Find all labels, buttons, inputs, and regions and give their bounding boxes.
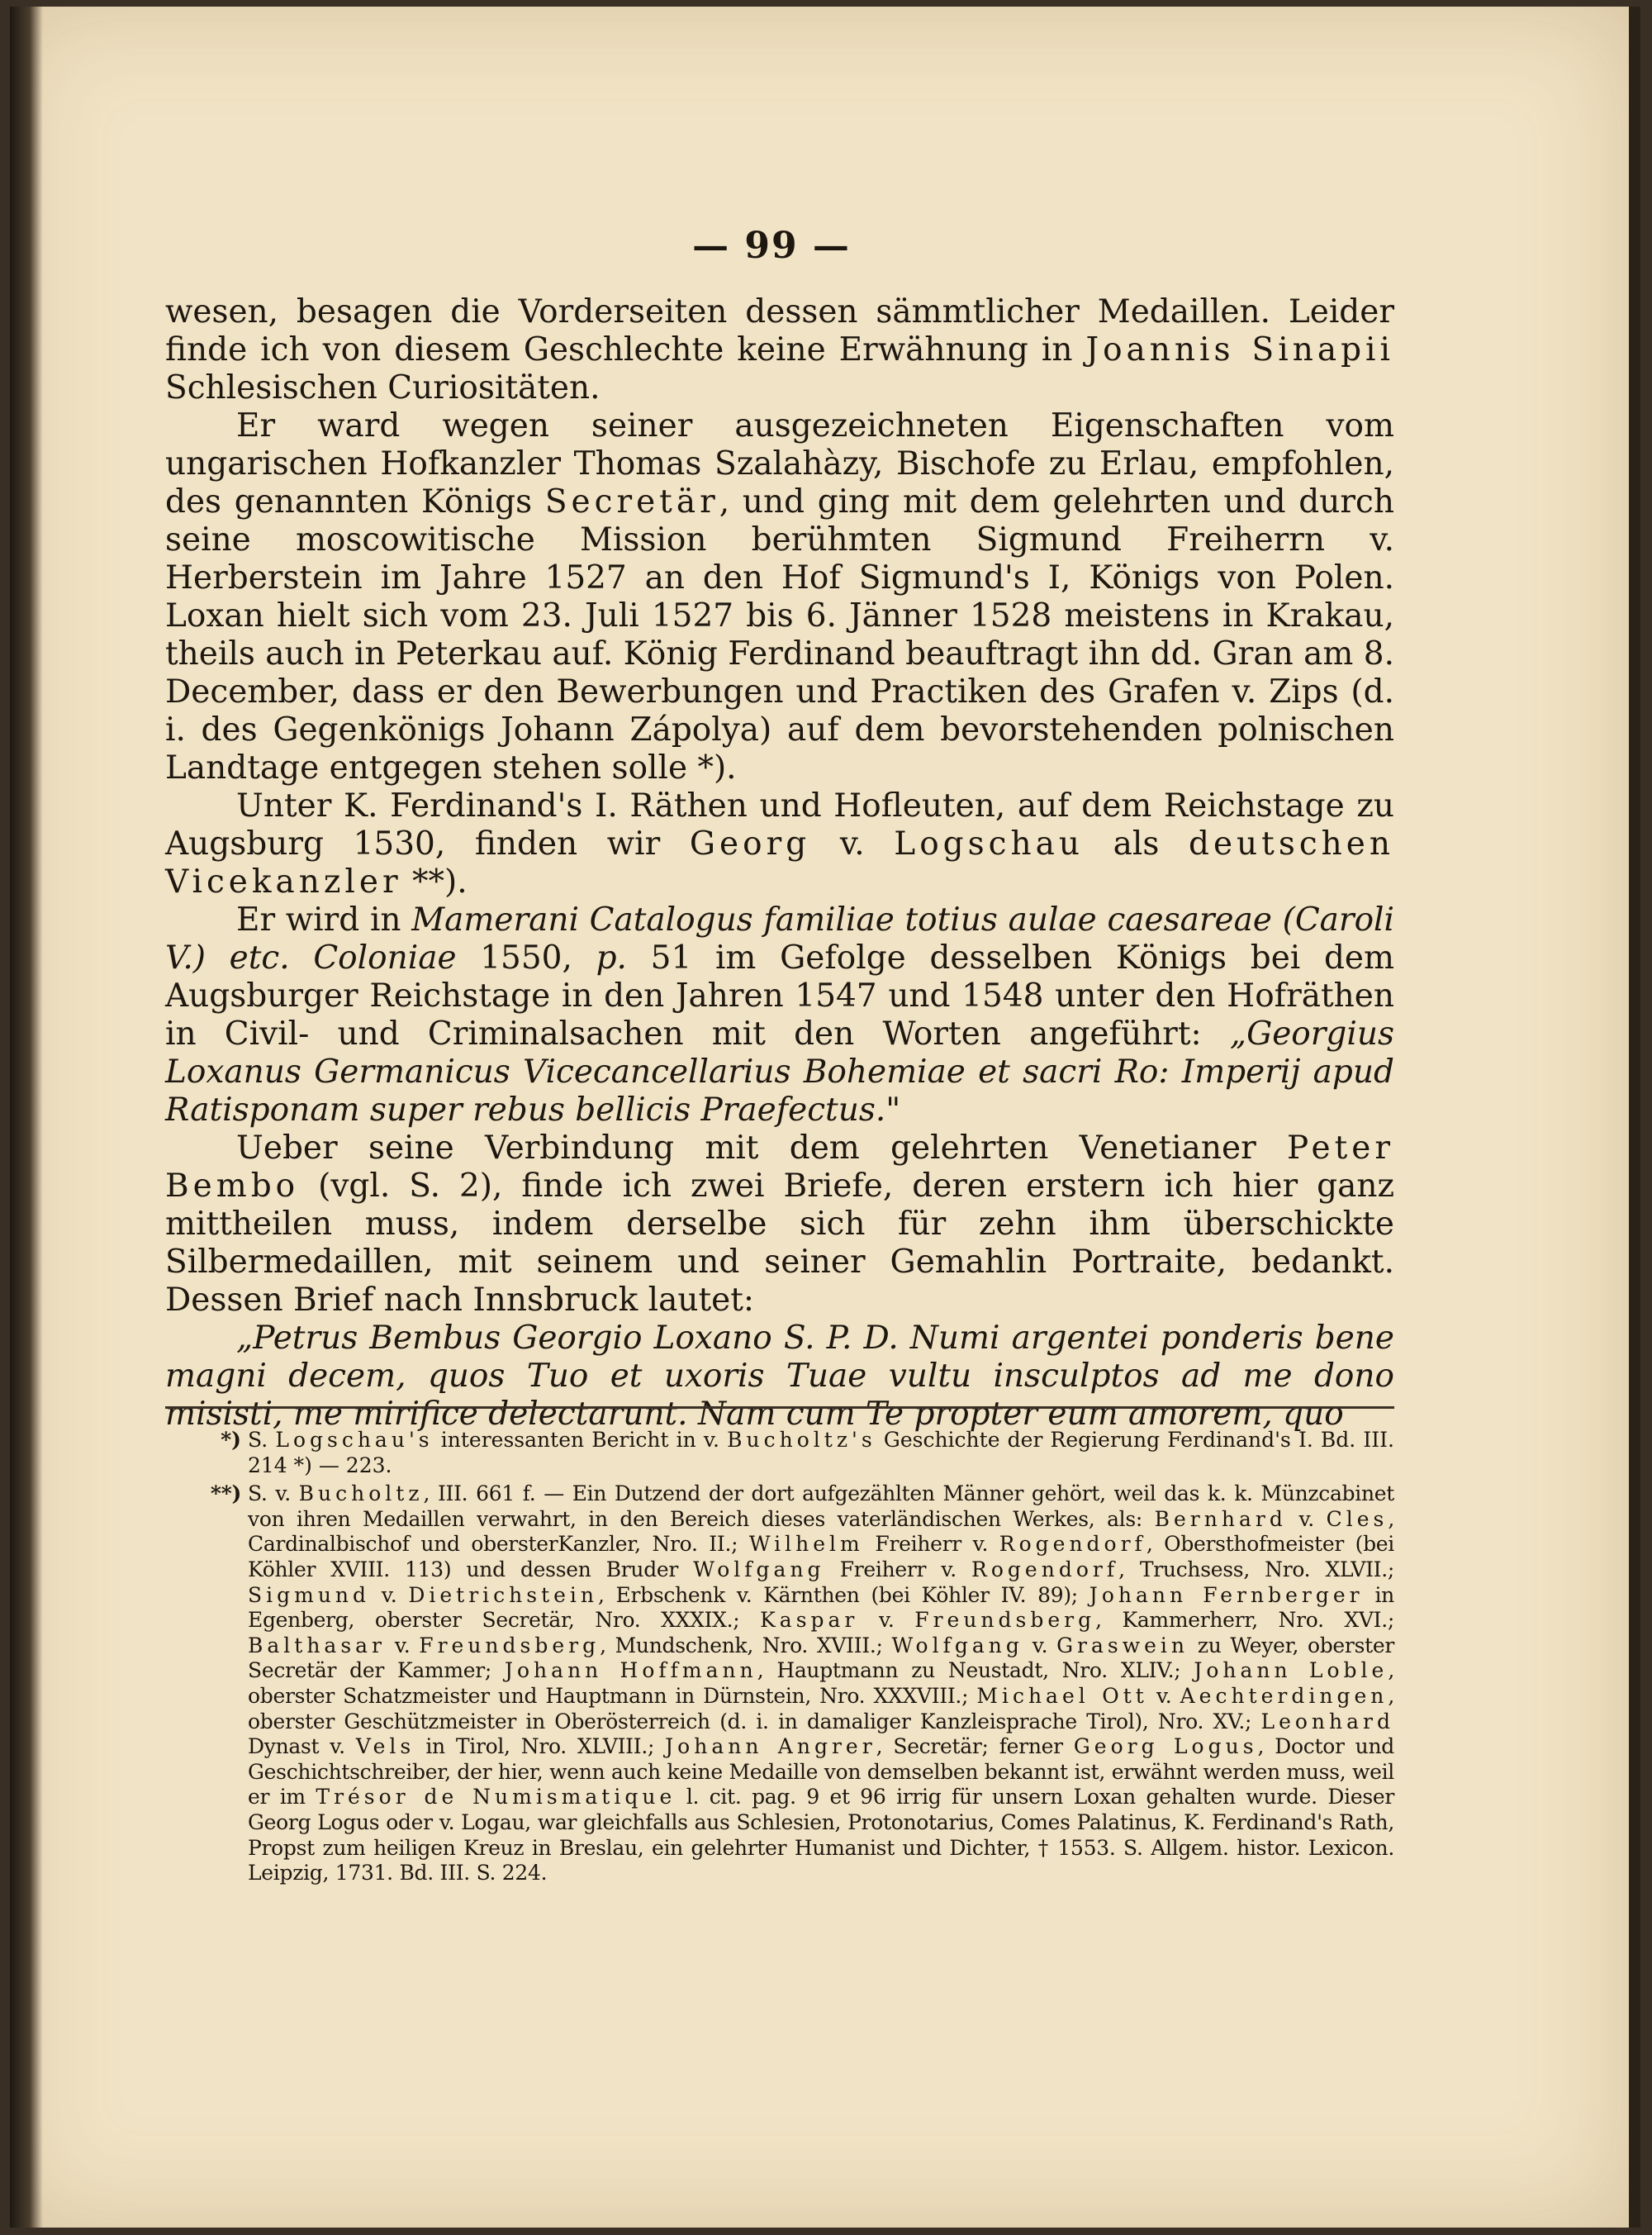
text-run: Ueber seine Verbindung mit dem gelehrten Venetianer [236,1129,1288,1167]
text-run: , Obersthofmeister (bei Köhler XVIII. 113) und dessen Bruder [248,1532,1394,1581]
paragraph [165,1129,1394,1320]
paragraph [165,293,1394,407]
spaced-run: Wolfgang [891,1633,1023,1657]
spaced-run: Leonhard [1260,1709,1394,1733]
spaced-run: Johann Hoffmann [504,1658,757,1683]
text-run: Freiherr v. [863,1532,999,1557]
text-run: Unter K. Ferdinand's I. Räthen und Hofleuten, auf dem Reichstage zu Augsburg 1530, finden wir [165,787,1394,863]
spaced-run: Georg Logus [1073,1734,1258,1759]
spaced-run: Rogendorf [971,1557,1119,1581]
spaced-run: Peter Bembo [165,1129,1394,1205]
text-run: v. [1023,1633,1057,1657]
text-run: , Secretär; ferner [876,1734,1074,1759]
text-run: Geschichte der Regierung Ferdinand's I. Bd. III. 214 *) — 223. [248,1428,1394,1477]
spaced-run: Georg [689,825,811,863]
spaced-run: Graswein [1056,1633,1189,1657]
spaced-run: Freundsberg [914,1608,1096,1633]
text-run: , und ging mit dem gelehrten und durch seine moscowitische Mission berühmten Sigmund Freiherrn v. Herberstein im Jahre 1527 an den Hof Sigmund's I, Königs von Polen. Loxan hielt sich vom 23. Juli 1527 bis 6. Jänner 1528 meistens in Krakau, theils auch in Peterkau auf. König Ferdinand beauftragt ihn dd. Gran am 8. December, dass er den Bewerbungen und Practiken des Grafen v. Zips (d. i. des Gegenkönigs Johann Zápolya) auf dem bevorstehenden polnischen Landtage entgegen stehen solle *). [165,483,1394,787]
text-run: , III. 661 f. — Ein Dutzend der dort aufgezählten Männer gehört, weil das k. k. Münzcabinet von ihren Medaillen verwahrt, in den Bereich dieses vaterländischen Werkes, als: [248,1481,1394,1531]
text-run: , oberster Geschützmeister in Oberösterreich (d. i. in damaliger Kanzleisprache Tirol), Nro. XV.; [248,1683,1394,1733]
paragraph [165,407,1394,787]
spaced-run: Bucholtz [298,1481,424,1506]
page-gutter-shadow [10,7,43,2228]
text-run: v. [1147,1683,1180,1708]
footnote-mark: **) [210,1481,241,1506]
spaced-run: Johann Angrer [665,1734,876,1759]
footnote [165,1481,1394,1886]
text-run: S. v. [248,1481,299,1506]
text-run: wesen, besagen die Vorderseiten dessen sämmtlicher Medaillen. Leider finde ich von diesem Geschlechte keine Erwähnung in [165,293,1394,369]
spaced-run: Secretär [544,483,719,521]
spaced-run: Dietrichstein [408,1582,599,1607]
spaced-run: Freundsberg [419,1633,601,1657]
text-run: interessanten Bericht in v. [433,1428,728,1452]
spaced-run: Kaspar [760,1608,859,1633]
spaced-run: Aechterdingen [1180,1683,1389,1708]
footnote-text [248,1428,1394,1478]
footnote-divider [165,1406,1394,1409]
paragraph [165,787,1394,901]
footnote [165,1428,1394,1478]
text-run: Er wird in [236,901,412,939]
text-run: , Mundschenk, Nro. XVIII.; [600,1633,892,1657]
text-run: v. [810,825,895,863]
text-run: **). [401,863,468,901]
text-run: v. [386,1633,420,1657]
text-run: 51 im Gefolge desselben Königs bei dem Augsburger Reichstage in den Jahren 1547 und 1548 unter den Hofräthen in Civil- und Criminalsachen mit den Worten angeführt: [165,939,1394,1053]
text-run: , Cardinalbischof und obersterKanzler, Nro. II.; [248,1506,1394,1557]
spaced-run: Trésor de Numismatique [316,1785,676,1809]
italic-run: Mamerani Catalogus familiae totius aulae caesareae (Caroli V.) etc. Coloniae [165,901,1394,977]
spaced-run: deutschen Vicekanzler [165,825,1394,901]
italic-run: p. [596,939,627,977]
text-run: Er ward wegen seiner ausgezeichneten Eigenschaften vom ungarischen Hofkanzler Thomas Szalahàzy, Bischofe zu Erlau, empfohlen, des genannten Königs [165,407,1394,521]
text-run: v. [1286,1506,1327,1531]
text-run: v. [858,1608,915,1633]
text-run: v. [370,1582,409,1607]
spaced-run: Vels [355,1734,415,1759]
text-run: , Truchsess, Nro. XLVII.; [1118,1557,1394,1581]
footnote-mark: *) [221,1428,241,1452]
spaced-run: Balthasar [248,1633,387,1657]
text-run: Schlesischen Curiositäten. [165,369,601,407]
text-run: (vgl. S. 2), finde ich zwei Briefe, deren erstern ich hier ganz mittheilen muss, indem derselbe sich für zehn ihm überschickte Silbermedaillen, mit seinem und seiner Gemahlin Portraite, bedankt. Dessen Brief nach Innsbruck lautet: [165,1167,1394,1319]
spaced-run: Joannis Sinapii [1085,331,1394,369]
text-run: , Kammerherr, Nro. XVI.; [1095,1608,1394,1633]
spaced-run: Johann Loble [1194,1658,1389,1683]
text-run: , oberster Schatzmeister und Hauptmann in Dürnstein, Nro. XXXVIII.; [248,1658,1394,1708]
footnote-text [248,1481,1394,1886]
spaced-run: Wolfgang [693,1557,825,1581]
footnotes [165,1428,1394,1890]
spaced-run: Sigmund [248,1582,371,1607]
text-run: Freiherr v. [824,1557,972,1581]
page-number: — 99 — [692,225,851,267]
spaced-run: Wilhelm [748,1532,864,1557]
text-run: in Egenberg, oberster Secretär, Nro. XXXIX.; [248,1582,1394,1633]
main-text [165,293,1394,1434]
text-run: als [1083,825,1189,863]
italic-run: „Petrus Bembus Georgio Loxano S. P. D. Numi argentei ponderis bene magni decem, quos Tuo et uxoris Tuae vultu insculptos ad me dono misisti, me mirifice delectarunt. Nam cum Te propter eum amorem, quo [165,1320,1394,1433]
spaced-run: Logschau [894,825,1084,863]
text-run: zu Weyer, oberster Secretär der Kammer; [248,1633,1394,1683]
spaced-run: Michael Ott [976,1683,1148,1708]
text-run: 1550, [456,939,596,977]
italic-run: „Georgius Loxanus Germanicus Vicecancellarius Bohemiae et sacri Ro: Imperij apud Ratisponam super rebus bellicis Praefectus." [165,1015,1394,1129]
spaced-run: Bernhard [1154,1506,1287,1531]
spaced-run: Rogendorf [999,1532,1146,1557]
spaced-run: Bucholtz's [727,1428,876,1452]
text-run: l. cit. pag. 9 et 96 irrig für unsern Loxan gehalten wurde. Dieser Georg Logus oder v. Logau, war gleichfalls aus Schlesien, Protonotarius, Comes Palatinus, K. Ferdinand's Rath, Propst zum heiligen Kreuz in Breslau, ein gelehrter Humanist und Dichter, † 1553. S. Allgem. histor. Lexicon. Leipzig, 1731. Bd. III. S. 224. [248,1785,1394,1885]
spaced-run: Cles [1326,1506,1389,1531]
letter-quote [165,1320,1394,1434]
paragraph [165,901,1394,1129]
text-run: Dynast v. [248,1734,356,1759]
spaced-run: Logschau's [275,1428,434,1452]
text-run: S. [248,1428,276,1452]
text-run: in Tirol, Nro. XLVIII.; [415,1734,666,1759]
text-run: , Doctor und Geschichtschreiber, der hier, wenn auch keine Medaille von demselben bekannt ist, erwähnt werden muss, weil er im [248,1734,1394,1809]
spaced-run: Johann Fernberger [1089,1582,1364,1607]
text-run: , Hauptmann zu Neustadt, Nro. XLIV.; [757,1658,1194,1683]
text-run: , Erbschenk v. Kärnthen (bei Köhler IV. 89); [598,1582,1089,1607]
